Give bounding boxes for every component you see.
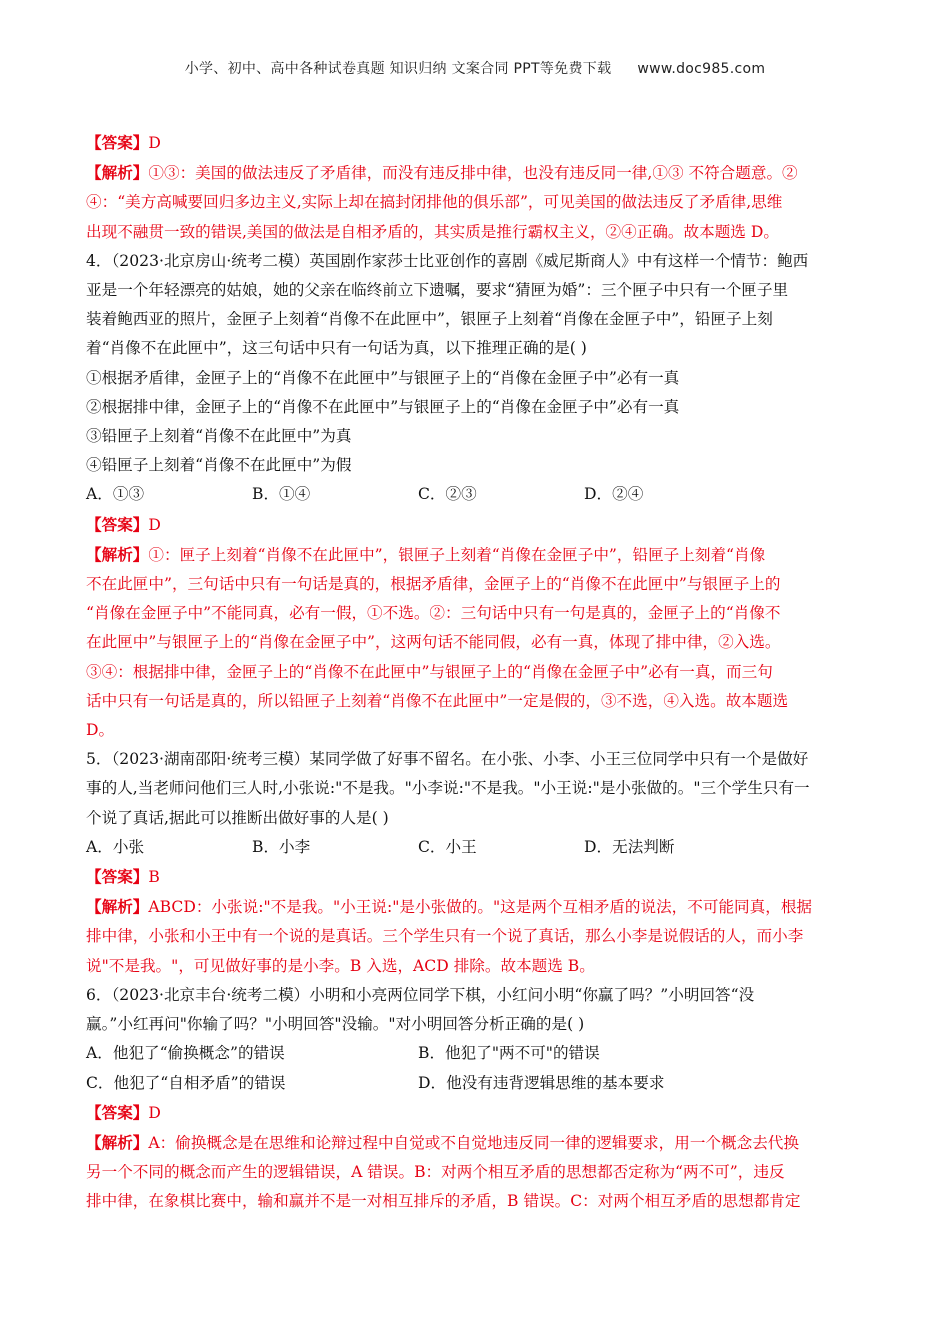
q4-stem-line: 着“肖像不在此匣中”，这三句话中只有一句话为真，以下推理正确的是( ) xyxy=(86,339,587,358)
q4-statement: ②根据排中律，金匣子上的“肖像不在此匣中”与银匣子上的“肖像在金匣子中”必有一真 xyxy=(86,397,680,416)
q6-stem-line: 6．（2023·北京丰台·统考二模）小明和小亮两位同学下棋，小红问小明“你赢了吗？”小明回答“没 xyxy=(86,985,755,1004)
q6-analysis-line: 排中律，在象棋比赛中，输和赢并不是一对相互排斥的矛盾，B 错误。C：对两个相互矛盾的思想都肯定 xyxy=(86,1192,801,1211)
q5-analysis-line: 【解析】ABCD：小张说:"不是我。"小王说:"是小张做的。"这是两个互相矛盾的说法，不可能同真，根据 xyxy=(86,897,813,917)
q5-answer: 【答案】B xyxy=(86,867,160,887)
q4-options xyxy=(86,480,866,509)
q5-stem-line: 5．（2023·湖南邵阳·统考三模）某同学做了好事不留名。在小张、小李、小王三位同学中只有一个是做好 xyxy=(86,750,809,769)
q3-analysis-line: ④：“美方高喊要回归多边主义,实际上却在搞封闭排他的俱乐部”，可见美国的做法违反了矛盾律,思维 xyxy=(86,193,783,212)
q6-option-d: D．他没有违背逻辑思维的基本要求 xyxy=(418,1073,665,1092)
q3-analysis-line: 【解析】①③：美国的做法违反了矛盾律，而没有违反排中律，也没有违反同一律,①③ 不符合题意。② xyxy=(86,163,798,183)
q5-stem-line: 个说了真话,据此可以推断出做好事的人是( ) xyxy=(86,808,389,827)
q6-option-c: C．他犯了“自相矛盾”的错误 xyxy=(86,1073,286,1092)
q6-answer: 【答案】D xyxy=(86,1102,161,1122)
q4-option-b: B．①④ xyxy=(252,485,311,504)
q4-statement: ④铅匣子上刻着“肖像不在此匣中”为假 xyxy=(86,456,352,475)
q5-option-c: C．小王 xyxy=(418,837,477,856)
q5-analysis-line: 说"不是我。"，可见做好事的是小李。B 入选，ACD 排除。故本题选 B。 xyxy=(86,956,595,975)
q5-option-a: A．小张 xyxy=(86,837,145,856)
q6-options-row1 xyxy=(86,1039,866,1068)
q5-option-d: D．无法判断 xyxy=(584,837,675,856)
header-text: 小学、初中、高中各种试卷真题 知识归纳 文案合同 PPT等免费下载 xyxy=(184,61,612,77)
q4-analysis-line: D。 xyxy=(86,721,115,740)
q4-answer: 【答案】D xyxy=(86,514,161,534)
q4-option-a: A．①③ xyxy=(86,485,145,504)
q4-analysis-line: 在此匣中”与银匣子上的“肖像在金匣子中”，这两句话不能同假，必有一真，体现了排中律，②入选。 xyxy=(86,633,781,652)
q5-stem-line: 事的人,当老师问他们三人时,小张说:"不是我。"小李说:"不是我。"小王说:"是小张做的。"三个学生只有一 xyxy=(86,779,810,798)
q6-option-b: B．他犯了"两不可"的错误 xyxy=(418,1044,600,1063)
q4-analysis-line: 话中只有一句话是真的，所以铅匣子上刻着“肖像不在此匣中”一定是假的，③不选，④入选。故本题选 xyxy=(86,691,789,710)
q4-statement: ①根据矛盾律，金匣子上的“肖像不在此匣中”与银匣子上的“肖像在金匣子中”必有一真 xyxy=(86,368,680,387)
q4-stem-line: 亚是一个年轻漂亮的姑娘，她的父亲在临终前立下遗嘱，要求“猜匣为婚”：三个匣子中只有一个匣子里 xyxy=(86,281,789,300)
q4-stem-line: 装着鲍西亚的照片，金匣子上刻着“肖像不在此匣中”，银匣子上刻着“肖像在金匣子中”，铅匣子上刻 xyxy=(86,310,773,329)
q6-options-row2 xyxy=(86,1069,866,1098)
q6-stem-line: 赢。”小红再问"你输了吗？"小明回答"没输。"对小明回答分析正确的是( ) xyxy=(86,1015,585,1034)
q6-analysis-line: 另一个不同的概念而产生的逻辑错误，A 错误。B：对两个相互矛盾的思想都否定称为“两不可”，违反 xyxy=(86,1163,785,1182)
q3-analysis-line: 出现不融贯一致的错误,美国的做法是自相矛盾的，其实质是推行霸权主义，②④正确。故本题选 D。 xyxy=(86,222,779,241)
q4-option-c: C．②③ xyxy=(418,485,477,504)
q4-statement: ③铅匣子上刻着“肖像不在此匣中”为真 xyxy=(86,427,352,446)
q5-option-b: B．小李 xyxy=(252,837,311,856)
header-site: www.doc985.com xyxy=(637,61,766,77)
q6-option-a: A．他犯了“偷换概念”的错误 xyxy=(86,1044,285,1063)
document-body xyxy=(86,128,866,1217)
q4-analysis-line: 不在此匣中”，三句话中只有一句话是真的，根据矛盾律，金匣子上的“肖像不在此匣中”与银匣子上的 xyxy=(86,575,781,594)
q4-analysis-line: 【解析】①：匣子上刻着“肖像不在此匣中”，银匣子上刻着“肖像在金匣子中”，铅匣子上刻着“肖像 xyxy=(86,544,766,564)
q4-analysis-line: “肖像在金匣子中”不能同真，必有一假，①不选。②：三句话中只有一句是真的，金匣子上的“肖像不 xyxy=(86,604,781,623)
page-header xyxy=(0,58,950,78)
q4-option-d: D．②④ xyxy=(584,485,644,504)
q3-answer: 【答案】D xyxy=(86,133,161,152)
q5-analysis-line: 排中律，小张和小王中有一个说的是真话。三个学生只有一个说了真话，那么小李是说假话的人，而小李 xyxy=(86,927,804,946)
q5-options xyxy=(86,833,866,862)
q6-analysis-line: 【解析】A：偷换概念是在思维和论辩过程中自觉或不自觉地违反同一律的逻辑要求，用一个概念去代换 xyxy=(86,1132,799,1152)
q4-analysis-line: ③④：根据排中律，金匣子上的“肖像不在此匣中”与银匣子上的“肖像在金匣子中”必有一真，而三句 xyxy=(86,662,773,681)
q4-stem-line: 4．（2023·北京房山·统考二模）英国剧作家莎士比亚创作的喜剧《威尼斯商人》中有这样一个情节：鲍西 xyxy=(86,251,809,270)
